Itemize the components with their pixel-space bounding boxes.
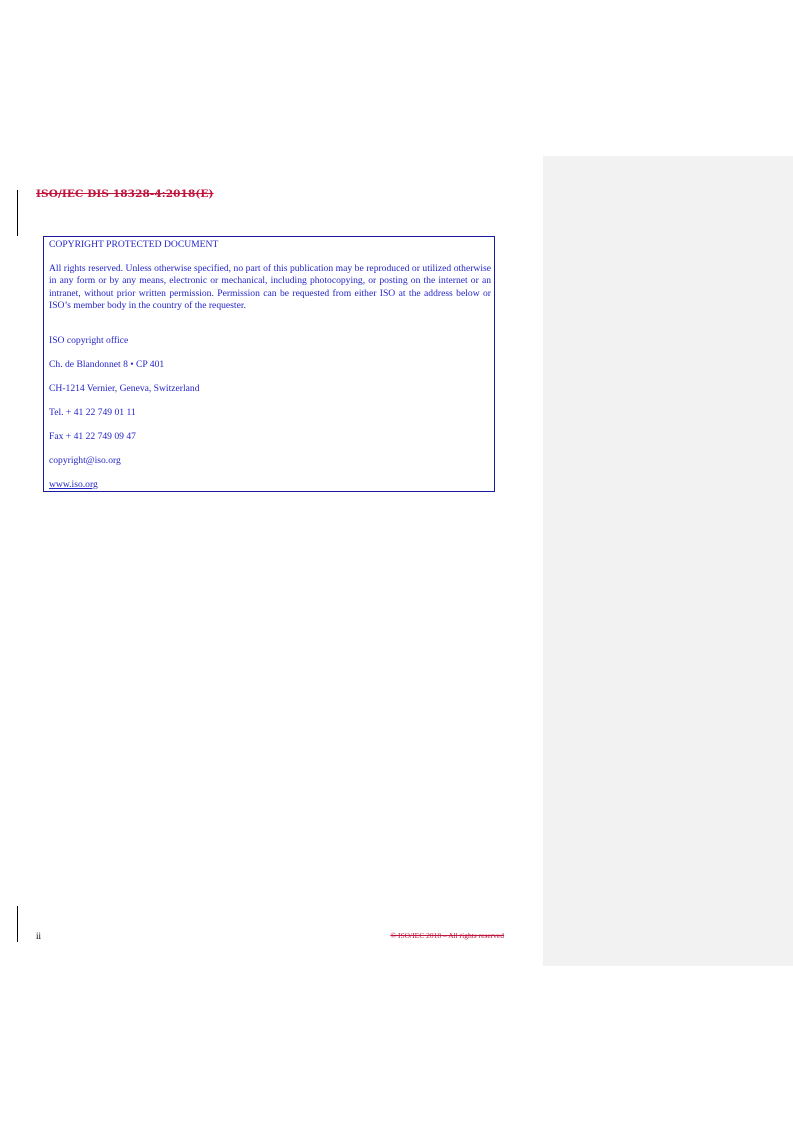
website-link[interactable]: www.iso.org <box>49 479 98 490</box>
page-number: ii <box>36 931 42 941</box>
rights-reserved-paragraph: All rights reserved. Unless otherwise specified, no part of this publication may be reproduced or utilized otherwise in any form or by any means, electronic or mechanical, including photocopying, or posting on the internet or an intranet, without prior written permission. Permission can be requested from either ISO at the address below or ISO’s member body in the country of the requester. <box>49 263 491 311</box>
copyright-notice-box <box>43 236 495 492</box>
address-line-2: CH-1214 Vernier, Geneva, Switzerland <box>49 383 200 394</box>
telephone-number: Tel. + 41 22 749 01 11 <box>49 407 136 418</box>
fax-number: Fax + 41 22 749 09 47 <box>49 431 136 442</box>
footer-copyright: © ISO/IEC 2018 – All rights reserved <box>390 931 504 940</box>
change-bar-footer <box>17 906 18 942</box>
copyright-email: copyright@iso.org <box>49 455 121 466</box>
copyright-box-title: COPYRIGHT PROTECTED DOCUMENT <box>49 239 219 250</box>
address-line-1: Ch. de Blandonnet 8 • CP 401 <box>49 359 165 370</box>
comment-pane <box>543 156 793 966</box>
document-header-title: ISO/IEC DIS 18328-4:2018(E) <box>36 188 214 200</box>
copyright-office-name: ISO copyright office <box>49 335 129 346</box>
change-bar-header <box>17 190 18 236</box>
